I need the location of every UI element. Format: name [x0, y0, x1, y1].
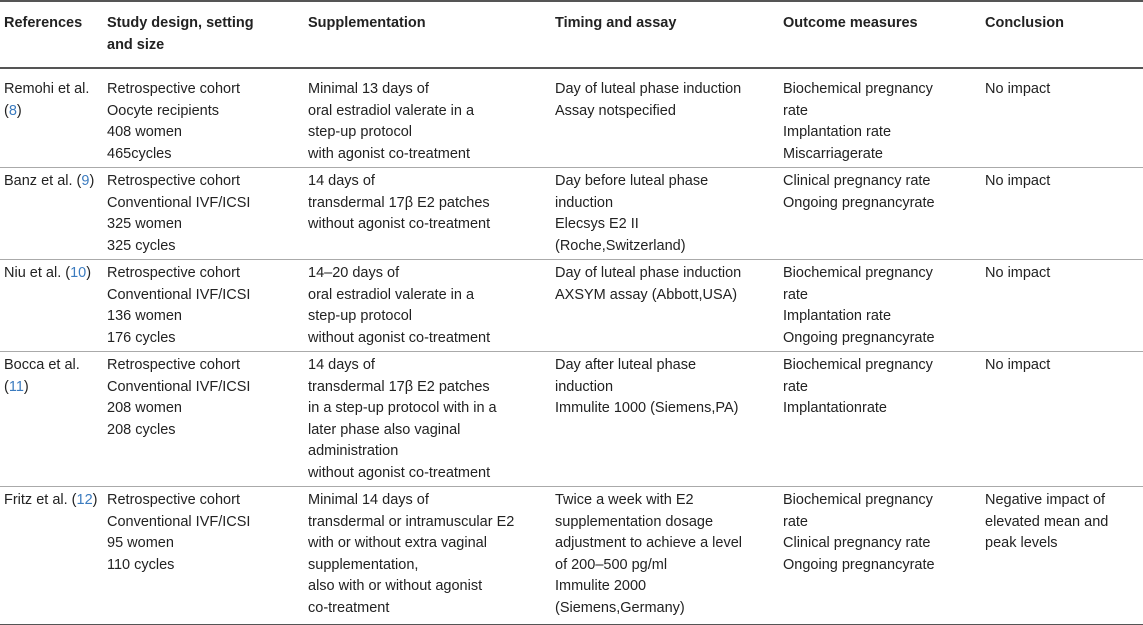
outcomes-line: Implantationrate — [783, 400, 887, 416]
design-line: 136 women — [107, 308, 182, 324]
timing-line: Assay notspecified — [555, 102, 676, 119]
outcomes-line: rate — [783, 513, 808, 530]
outcomes-line: rate — [783, 378, 808, 395]
timing-line: AXSYM assay (Abbott,USA) — [555, 286, 738, 303]
reference-cell: Niu et al. (10) — [0, 260, 103, 352]
header-supplementation: Supplementation — [304, 1, 551, 68]
outcomes-line: Ongoing pregnancyrate — [783, 194, 935, 211]
study-design-cell — [103, 168, 304, 260]
conclusion-line: peak levels — [985, 535, 1058, 551]
outcomes-cell — [779, 68, 981, 168]
design-line: Oocyte recipients — [107, 102, 220, 119]
supplementation-line: 14 days of — [308, 173, 375, 189]
design-line: 176 cycles — [107, 329, 176, 346]
supplementation-line: without agonist co-treatment — [308, 216, 491, 232]
supplementation-cell — [304, 168, 551, 260]
outcomes-line: Clinical pregnancy rate — [783, 173, 931, 189]
timing-line: adjustment to achieve a level — [555, 535, 742, 551]
reference-cell: Fritz et al. (12) — [0, 487, 103, 625]
design-line: Conventional IVF/ICSI — [107, 194, 251, 211]
reference-citation-link[interactable]: 11 — [8, 378, 24, 395]
outcomes-line: Biochemical pregnancy — [783, 265, 933, 281]
timing-line: Day before luteal phase — [555, 173, 709, 189]
outcomes-line: Implantation rate — [783, 308, 892, 324]
supplementation-cell — [304, 487, 551, 625]
design-line: 110 cycles — [107, 556, 175, 573]
outcomes-line: Ongoing pregnancyrate — [783, 329, 935, 346]
reference-author: Bocca et al. — [4, 357, 80, 373]
outcomes-cell — [779, 260, 981, 352]
outcomes-line: rate — [783, 286, 808, 303]
outcomes-line: Clinical pregnancy rate — [783, 535, 931, 551]
design-line: Conventional IVF/ICSI — [107, 513, 251, 530]
reference-citation-link[interactable]: 8 — [8, 102, 17, 119]
reference-cell: Remohi et al. (8) — [0, 68, 103, 168]
timing-line: supplementation dosage — [555, 513, 714, 530]
supplementation-line: also with or without agonist — [308, 578, 483, 594]
table-row — [0, 352, 1143, 487]
timing-line: Twice a week with E2 — [555, 492, 694, 508]
outcomes-cell — [779, 168, 981, 260]
reference-cell: Bocca et al. (11) — [0, 352, 103, 487]
timing-line: Elecsys E2 II — [555, 216, 639, 232]
supplementation-line: transdermal or intramuscular E2 — [308, 513, 515, 530]
timing-line: Immulite 2000 — [555, 578, 647, 594]
supplementation-line: step-up protocol — [308, 308, 412, 324]
timing-line: of 200–500 pg/ml — [555, 556, 668, 573]
design-line: 208 women — [107, 400, 182, 416]
supplementation-line: without agonist co-treatment — [308, 464, 491, 481]
timing-cell — [551, 352, 779, 487]
design-line: Retrospective cohort — [107, 81, 240, 97]
supplementation-line: Minimal 14 days of — [308, 492, 429, 508]
conclusion-cell — [981, 68, 1143, 168]
supplementation-line: later phase also vaginal — [308, 421, 461, 438]
table-row — [0, 487, 1143, 625]
supplementation-line: 14 days of — [308, 357, 375, 373]
supplementation-cell — [304, 260, 551, 352]
supplementation-line: transdermal 17β E2 patches — [308, 378, 490, 395]
design-line: 325 women — [107, 216, 182, 232]
table-row — [0, 68, 1143, 168]
design-line: 408 women — [107, 124, 182, 140]
outcomes-line: Biochemical pregnancy — [783, 81, 933, 97]
supplementation-line: in a step-up protocol with in a — [308, 400, 497, 416]
conclusion-line: No impact — [985, 265, 1051, 281]
study-design-cell — [103, 68, 304, 168]
timing-line: Day after luteal phase — [555, 357, 697, 373]
supplementation-line: oral estradiol valerate in a — [308, 286, 475, 303]
header-conclusion: Conclusion — [981, 1, 1143, 68]
supplementation-cell — [304, 68, 551, 168]
design-line: Retrospective cohort — [107, 357, 240, 373]
reference-citation-link[interactable]: 12 — [76, 492, 93, 508]
supplementation-line: supplementation, — [308, 556, 419, 573]
table-row — [0, 168, 1143, 260]
timing-line: Day of luteal phase induction — [555, 81, 742, 97]
conclusion-line: elevated mean and — [985, 513, 1109, 530]
outcomes-cell — [779, 487, 981, 625]
design-line: 465cycles — [107, 145, 172, 162]
design-line: Conventional IVF/ICSI — [107, 286, 251, 303]
timing-cell — [551, 487, 779, 625]
header-timing: Timing and assay — [551, 1, 779, 68]
reference-author: Fritz et al. — [4, 492, 68, 508]
reference-author: Niu et al. — [4, 265, 62, 281]
supplementation-line: without agonist co-treatment — [308, 329, 491, 346]
conclusion-line: No impact — [985, 357, 1051, 373]
conclusion-line: No impact — [985, 81, 1051, 97]
reference-citation-link[interactable]: 9 — [81, 173, 90, 189]
timing-line: Immulite 1000 (Siemens,PA) — [555, 400, 739, 416]
conclusion-cell — [981, 487, 1143, 625]
supplementation-line: 14–20 days of — [308, 265, 400, 281]
supplementation-line: oral estradiol valerate in a — [308, 102, 475, 119]
conclusion-cell — [981, 260, 1143, 352]
conclusion-line: Negative impact of — [985, 492, 1106, 508]
reference-cell: Banz et al. (9) — [0, 168, 103, 260]
supplementation-line: Minimal 13 days of — [308, 81, 429, 97]
outcomes-line: rate — [783, 102, 808, 119]
design-line: 325 cycles — [107, 237, 176, 254]
supplementation-line: with agonist co-treatment — [308, 145, 470, 162]
timing-line: (Siemens,Germany) — [555, 599, 685, 616]
study-design-cell — [103, 352, 304, 487]
header-references: References — [0, 1, 103, 68]
supplementation-line: co-treatment — [308, 599, 390, 616]
outcomes-line: Biochemical pregnancy — [783, 492, 933, 508]
conclusion-cell — [981, 168, 1143, 260]
design-line: Retrospective cohort — [107, 492, 240, 508]
design-line: Retrospective cohort — [107, 265, 240, 281]
timing-line: Day of luteal phase induction — [555, 265, 742, 281]
timing-line: (Roche,Switzerland) — [555, 237, 686, 254]
conclusion-line: No impact — [985, 173, 1051, 189]
design-line: 208 cycles — [107, 421, 176, 438]
outcomes-line: Ongoing pregnancyrate — [783, 556, 935, 573]
supplementation-line: with or without extra vaginal — [308, 535, 487, 551]
header-row — [0, 1, 1143, 68]
timing-line: induction — [555, 194, 614, 211]
supplementation-line: step-up protocol — [308, 124, 412, 140]
supplementation-line: transdermal 17β E2 patches — [308, 194, 490, 211]
outcomes-line: Implantation rate — [783, 124, 892, 140]
header-outcomes: Outcome measures — [779, 1, 981, 68]
timing-line: induction — [555, 378, 614, 395]
header-study-design: Study design, setting and size — [103, 1, 304, 68]
timing-cell — [551, 168, 779, 260]
design-line: 95 women — [107, 535, 174, 551]
study-design-cell — [103, 487, 304, 625]
supplementation-line: administration — [308, 443, 399, 459]
outcomes-cell — [779, 352, 981, 487]
reference-author: Remohi et al. — [4, 81, 90, 97]
reference-author: Banz et al. — [4, 173, 73, 189]
study-design-cell — [103, 260, 304, 352]
timing-cell — [551, 68, 779, 168]
table-row — [0, 260, 1143, 352]
design-line: Retrospective cohort — [107, 173, 240, 189]
outcomes-line: Biochemical pregnancy — [783, 357, 933, 373]
design-line: Conventional IVF/ICSI — [107, 378, 251, 395]
reference-citation-link[interactable]: 10 — [70, 265, 87, 281]
timing-cell — [551, 260, 779, 352]
outcomes-line: Miscarriagerate — [783, 145, 883, 162]
supplementation-cell — [304, 352, 551, 487]
conclusion-cell — [981, 352, 1143, 487]
